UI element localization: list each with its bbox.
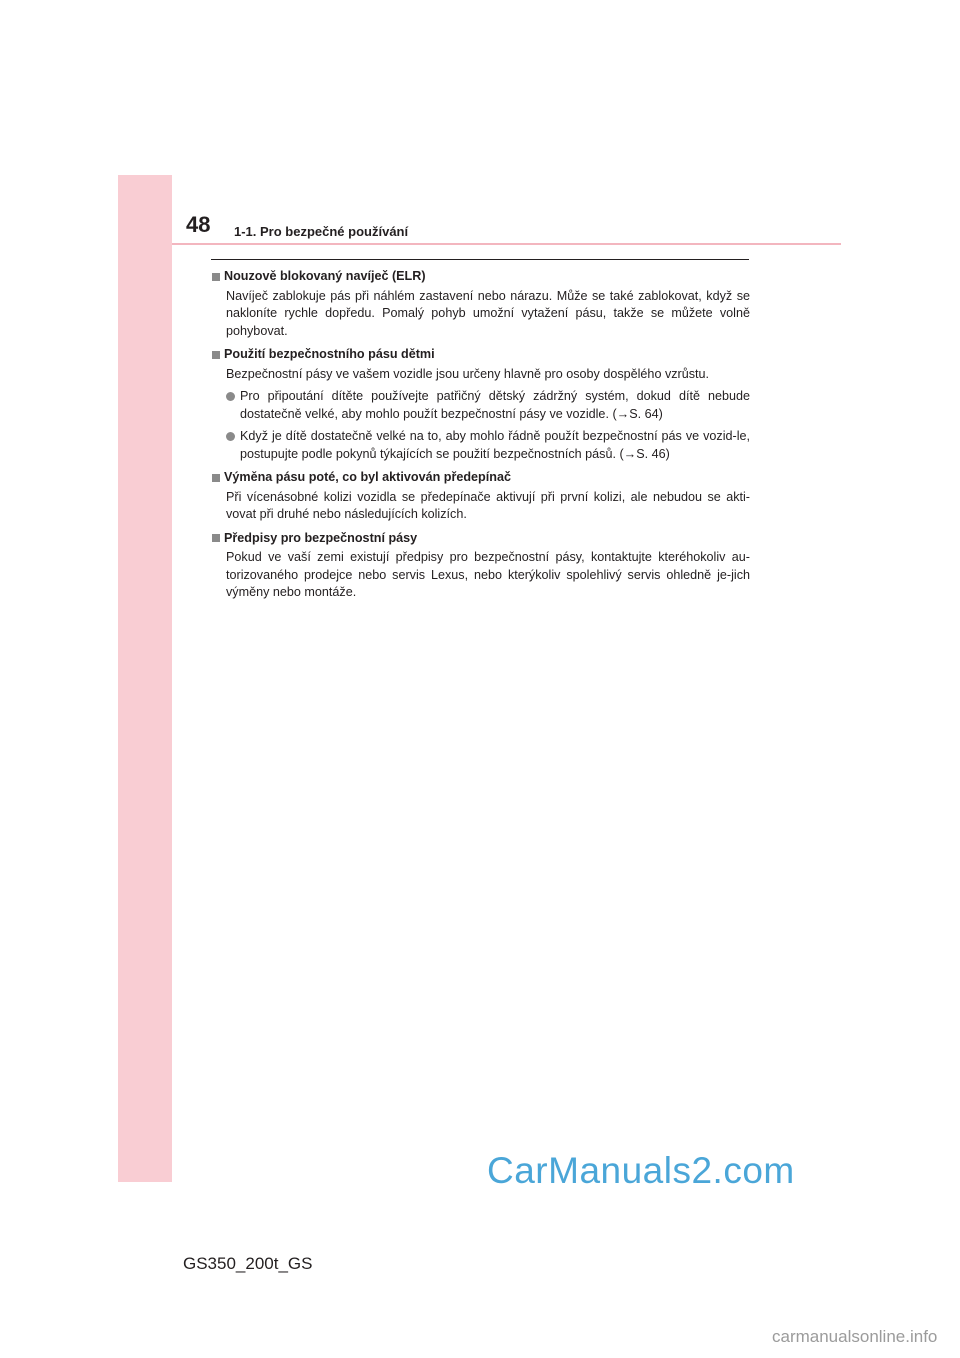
list-item bbox=[226, 428, 750, 463]
side-band bbox=[118, 175, 172, 1182]
content-body bbox=[212, 268, 750, 602]
paragraph: Při vícenásobné kolizi vozidla se předepínače aktivují při první kolizi, ale nebudou se akti-vovat při druhé nebo následujících kolizích. bbox=[226, 489, 750, 521]
heading-children bbox=[212, 346, 750, 364]
heading-text: Výměna pásu poté, co byl aktivován předepínač bbox=[224, 470, 511, 484]
list-item bbox=[226, 388, 750, 423]
page-number: 48 bbox=[186, 212, 211, 237]
heading-elr bbox=[212, 268, 750, 286]
list-item-text: Pro připoutání dítěte používejte patřičný dětský zádržný systém, dokud dítě nebude dostatečně velké, aby mohlo použít bezpečnostní pásy ve vozidle. (→S. 64) bbox=[240, 389, 750, 421]
square-bullet-icon bbox=[212, 273, 220, 281]
square-bullet-icon bbox=[212, 351, 220, 359]
square-bullet-icon bbox=[212, 474, 220, 482]
square-bullet-icon bbox=[212, 534, 220, 542]
paragraph: Bezpečnostní pásy ve vašem vozidle jsou určeny hlavně pro osoby dospělého vzrůstu. bbox=[226, 366, 710, 381]
footer-model-code: GS350_200t_GS bbox=[183, 1254, 313, 1273]
circle-bullet-icon bbox=[226, 432, 235, 441]
heading-text: Použití bezpečnostního pásu dětmi bbox=[224, 347, 435, 361]
content-rule bbox=[211, 259, 749, 260]
circle-bullet-icon bbox=[226, 392, 235, 401]
heading-text: Předpisy pro bezpečnostní pásy bbox=[224, 530, 418, 545]
heading-regulations bbox=[212, 530, 750, 548]
paragraph: Pokud ve vaší zemi existují předpisy pro bezpečnostní pásy, kontaktujte kteréhokoliv au-torizovaného prodejce nebo servis Lexus, nebo kterýkoliv spolehlivý servis ohledně je-jich výměny nebo montáže. bbox=[226, 550, 750, 599]
list-item-text: Když je dítě dostatečně velké na to, aby mohlo řádně použít bezpečnostní pás ve vozid-le, postupujte podle pokynů týkajících se použití bezpečnostních pásů. (→S. 46) bbox=[240, 429, 750, 461]
footer-site-link[interactable]: carmanualsonline.info bbox=[772, 1327, 938, 1346]
paragraph: Navíječ zablokuje pás při náhlém zastavení nebo nárazu. Může se také zablokovat, když se nakloníte rychle dopředu. Pomalý pohyb umožní vytažení pásu, takže se můžete volně pohybovat. bbox=[226, 288, 750, 338]
section-title: 1-1. Pro bezpečné používání bbox=[234, 224, 409, 239]
watermark-logo[interactable]: CarManuals2.com bbox=[487, 1150, 795, 1191]
header-divider bbox=[172, 243, 841, 245]
heading-pretensioner bbox=[212, 469, 750, 487]
heading-text: Nouzově blokovaný navíječ (ELR) bbox=[224, 269, 426, 283]
